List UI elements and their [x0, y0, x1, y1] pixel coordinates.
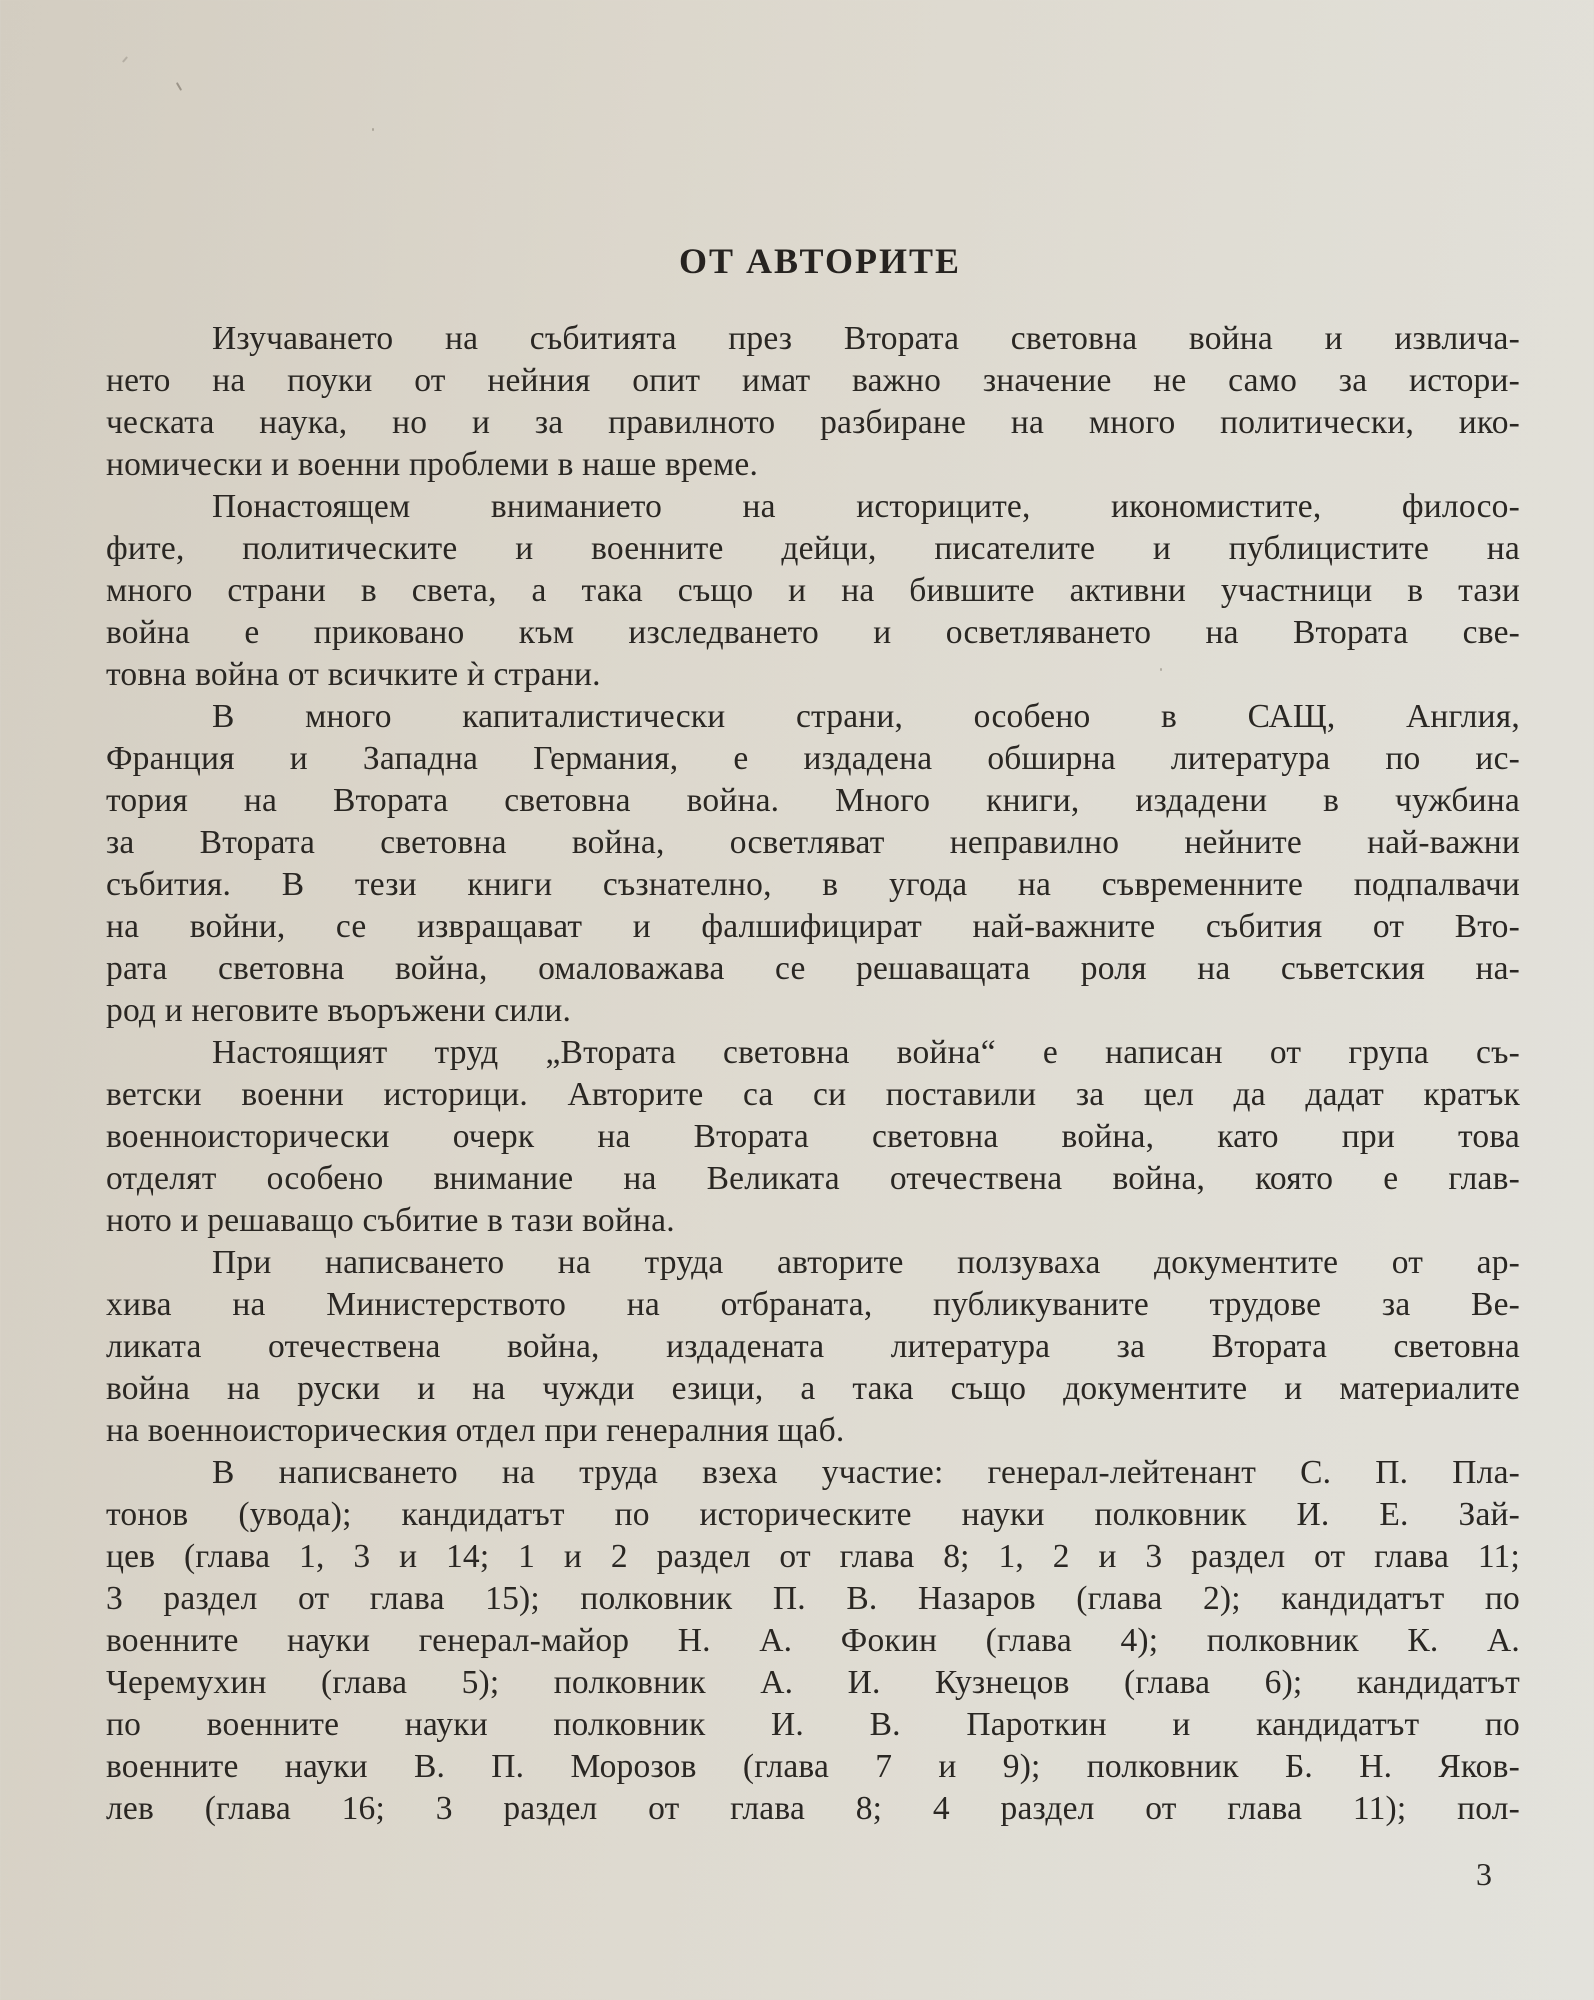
text-line: отделят особено внимание на Великата отечествена война, която е глав- — [106, 1160, 1520, 1197]
text-line: война е приковано към изследването и осветляването на Втората све- — [106, 614, 1520, 651]
page-number: 3 — [1476, 1856, 1492, 1892]
paper-speck — [176, 82, 182, 91]
text-line: фите, политическите и военните дейци, писателите и публицистите на — [106, 530, 1520, 567]
text-line: ното и решаващо събитие в тази война. — [106, 1202, 675, 1239]
text-line: ветски военни историци. Авторите са си поставили за цел да дадат кратък — [106, 1076, 1520, 1113]
text-line: товна война от всичките ѝ страни. — [106, 656, 601, 693]
text-line: много страни в света, а така също и на бившите активни участници в тази — [106, 572, 1520, 609]
text-line: 3 раздел от глава 15); полковник П. В. Назаров (глава 2); кандидатът по — [106, 1580, 1520, 1617]
text-line: лев (глава 16; 3 раздел от глава 8; 4 раздел от глава 11); пол- — [106, 1790, 1520, 1827]
text-line: ликата отечествена война, издадената литература за Втората световна — [106, 1328, 1520, 1365]
text-line: род и неговите въоръжени сили. — [106, 992, 572, 1029]
text-line: цев (глава 1, 3 и 14; 1 и 2 раздел от глава 8; 1, 2 и 3 раздел от глава 11; — [106, 1538, 1520, 1575]
text-line: Настоящият труд „Втората световна война“ е написан от група съ- — [212, 1034, 1520, 1071]
text-line: военните науки В. П. Морозов (глава 7 и 9); полковник Б. Н. Яков- — [106, 1748, 1520, 1785]
text-line: Изучаването на събитията през Втората световна война и извлича- — [212, 320, 1520, 357]
text-line: ческата наука, но и за правилното разбиране на много политически, ико- — [106, 404, 1520, 441]
text-line: хива на Министерството на отбраната, публикуваните трудове за Ве- — [106, 1286, 1520, 1323]
text-line: военноисторически очерк на Втората световна война, като при това — [106, 1118, 1520, 1155]
text-line: номически и военни проблеми в наше време. — [106, 446, 759, 483]
text-line: за Втората световна война, осветляват неправилно нейните най-важни — [106, 824, 1520, 861]
text-line: При написването на труда авторите ползуваха документите от ар- — [212, 1244, 1520, 1281]
text-line: Франция и Западна Германия, е издадена обширна литература по ис- — [106, 740, 1520, 777]
text-line: по военните науки полковник И. В. Пароткин и кандидатът по — [106, 1706, 1520, 1743]
text-line: Черемухин (глава 5); полковник А. И. Кузнецов (глава 6); кандидатът — [106, 1664, 1520, 1701]
body-text — [106, 318, 1520, 1830]
text-line: тория на Втората световна война. Много книги, издадени в чужбина — [106, 782, 1520, 819]
text-line: рата световна война, омаловажава се решаващата роля на съветския на- — [106, 950, 1520, 987]
paper-speck — [372, 128, 374, 131]
text-line: В написването на труда взеха участие: генерал-лейтенант С. П. Пла- — [212, 1454, 1520, 1491]
text-line: военните науки генерал-майор Н. А. Фокин (глава 4); полковник К. А. — [106, 1622, 1520, 1659]
text-line: тонов (увода); кандидатът по историческите науки полковник И. Е. Зай- — [106, 1496, 1520, 1533]
text-line: на войни, се извращават и фалшифицират най-важните събития от Вто- — [106, 908, 1520, 945]
text-line: нето на поуки от нейния опит имат важно значение не само за истори- — [106, 362, 1520, 399]
text-line: война на руски и на чужди езици, а така също документите и материалите — [106, 1370, 1520, 1407]
text-line: В много капиталистически страни, особено в САЩ, Англия, — [212, 698, 1520, 735]
text-line: на военноисторическия отдел при генералния щаб. — [106, 1412, 845, 1449]
paper-speck — [122, 56, 128, 63]
text-line: Понастоящем вниманието на историците, икономистите, филосо- — [212, 488, 1520, 525]
paper-speck — [1160, 668, 1162, 671]
text-line: събития. В тези книги съзнателно, в угода на съвременните подпалвачи — [106, 866, 1520, 903]
page-heading: ОТ АВТОРИТЕ — [678, 241, 962, 282]
